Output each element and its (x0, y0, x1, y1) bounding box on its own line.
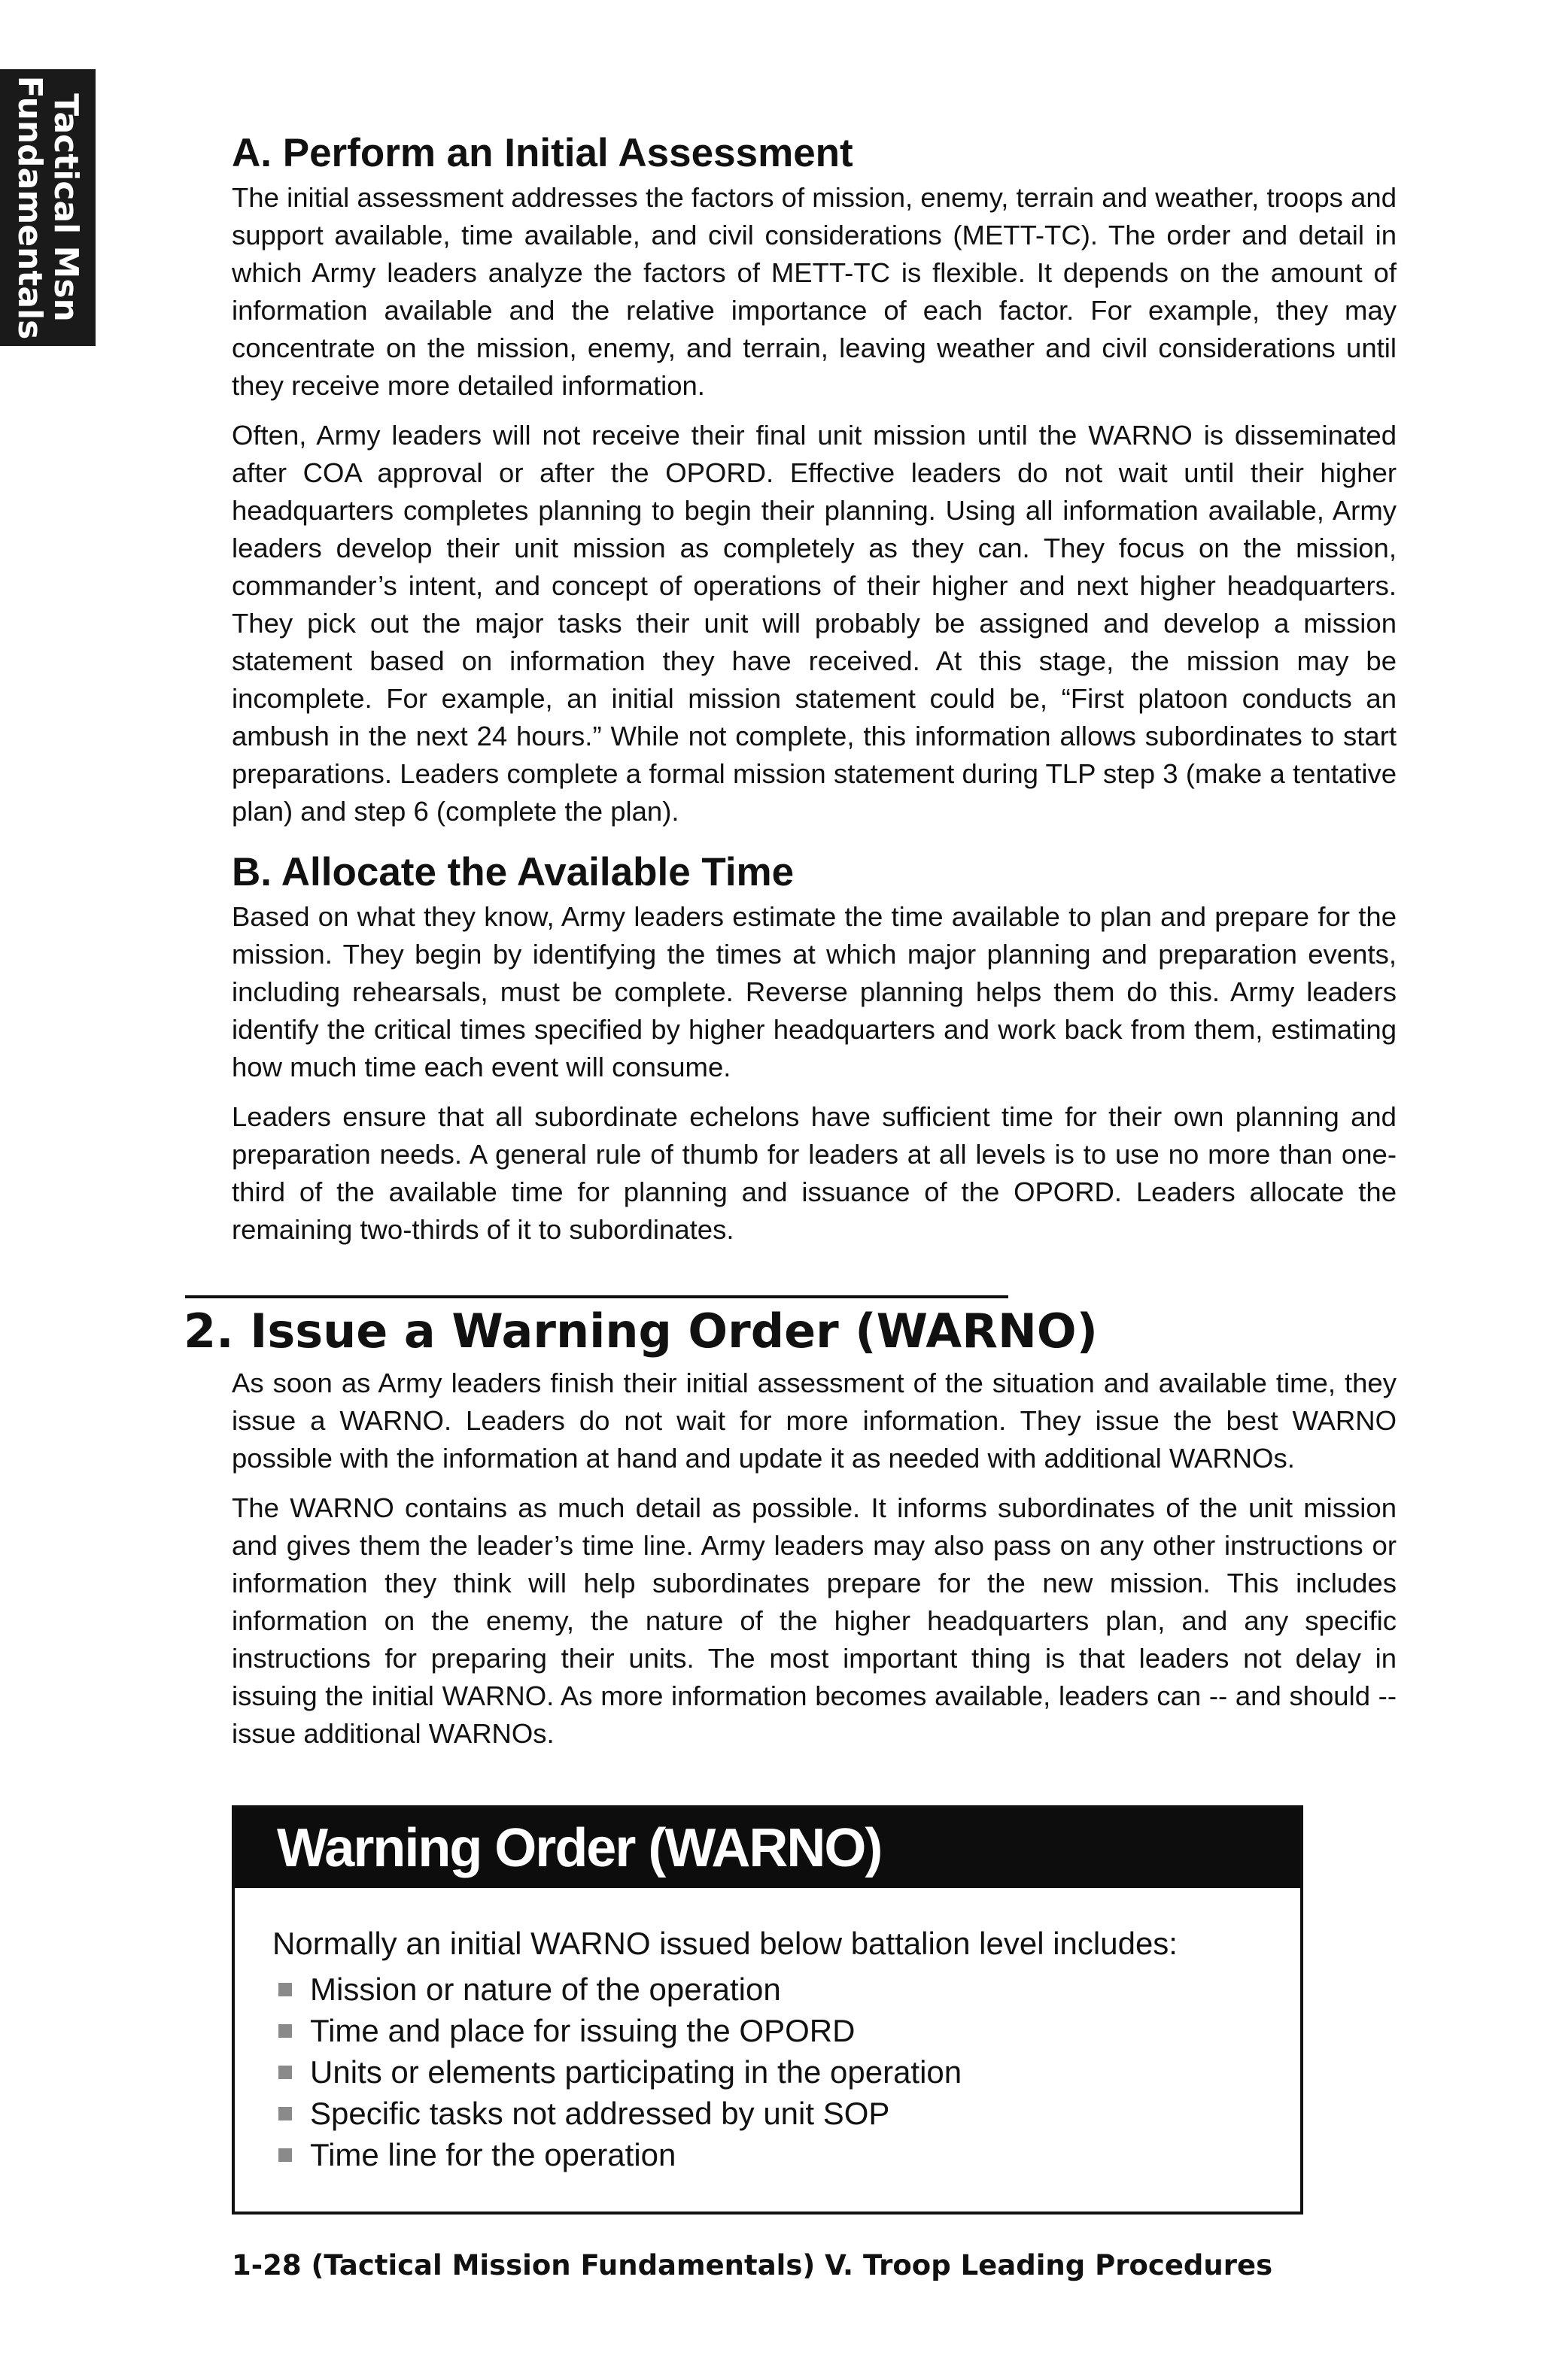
square-bullet-icon (278, 2066, 292, 2079)
warno-item-list (272, 1969, 1263, 2175)
square-bullet-icon (278, 2148, 292, 2162)
section-2-paragraph-2: The WARNO contains as much detail as possible. It informs subordinates of the unit mission and gives them the leader’s time line. Army leaders may also pass on any other instructions or information they think will help subordinates prepare for the new mission. This includes information on the enemy, the nature of the higher headquarters plan, and any specific instructions for preparing their units. The most important thing is that leaders not delay in issuing the initial WARNO. As more information becomes available, leaders can -- and should -- issue additional WARNOs. (232, 1492, 1397, 1749)
chapter-side-tab (0, 69, 96, 346)
list-item-text: Time line for the operation (310, 2137, 676, 2172)
section-b-paragraph-2: Leaders ensure that all subordinate echelons have sufficient time for their own planning and preparation needs. A general rule of thumb for leaders at all levels is to use no more than one-third of the available time for planning and issuance of the OPORD. Leaders allocate the remaining two-thirds of it to subordinates. (232, 1101, 1397, 1245)
side-tab-line-1: Tactical Msn (47, 93, 85, 322)
warno-box-title: Warning Order (WARNO) (235, 1808, 1300, 1888)
main-content-bottom (232, 1365, 1397, 1765)
warno-box-intro: Normally an initial WARNO issued below battalion level includes: (272, 1926, 1178, 1961)
warno-box-body (235, 1888, 1300, 2175)
section-a-heading: A. Perform an Initial Assessment (232, 131, 853, 175)
square-bullet-icon (278, 1983, 292, 1996)
section-b-paragraph-1: Based on what they know, Army leaders estimate the time available to plan and prepare for the mission. They begin by identifying the times at which major planning and preparation events, including rehearsals, must be complete. Reverse planning helps them do this. Army leaders identify the critical times specified by higher headquarters and work back from them, estimating how much time each event will consume. (232, 901, 1397, 1082)
list-item (272, 1969, 1263, 2010)
warno-callout-box (232, 1805, 1303, 2215)
section-2-paragraph-1: As soon as Army leaders finish their initial assessment of the situation and available time, they issue a WARNO. Leaders do not wait for more information. They issue the best WARNO possible with the information at hand and update it as needed with additional WARNOs. (232, 1368, 1397, 1474)
section-b-heading: B. Allocate the Available Time (232, 850, 795, 894)
list-item (272, 2134, 1263, 2175)
list-item-text: Time and place for issuing the OPORD (310, 2013, 856, 2048)
square-bullet-icon (278, 2024, 292, 2038)
section-a-paragraph-2: Often, Army leaders will not receive their final unit mission until the WARNO is disseminated after COA approval or after the OPORD. Effective leaders do not wait until their higher headquarters completes planning to begin their planning. Using all information available, Army leaders develop their unit mission as completely as they can. They focus on the mission, commander’s intent, and concept of operations of their higher and next higher headquarters. They pick out the major tasks their unit will probably be assigned and develop a mission statement based on information they have received. At this stage, the mission may be incomplete. For example, an initial mission statement could be, “First platoon conducts an ambush in the next 24 hours.” While not complete, this information allows subordinates to start preparations. Leaders complete a formal mission statement during TLP step 3 (make a tentative plan) and step 6 (complete the plan). (232, 420, 1397, 827)
section-a-paragraph-1: The initial assessment addresses the factors of mission, enemy, terrain and weather, troops and support available, time available, and civil considerations (METT-TC). The order and detail in which Army leaders analyze the factors of METT-TC is flexible. It depends on the amount of information available and the relative importance of each factor. For example, they may concentrate on the mission, enemy, and terrain, leaving weather and civil considerations until they receive more detailed information. (232, 182, 1397, 401)
section-2-heading: 2. Issue a Warning Order (WARNO) (184, 1304, 1098, 1358)
side-tab-line-2: Fundamentals (11, 75, 49, 340)
list-item (272, 2051, 1263, 2093)
main-content-top (232, 128, 1397, 1261)
page-footer: 1-28 (Tactical Mission Fundamentals) V. Troop Leading Procedures (232, 2249, 1273, 2281)
list-item (272, 2010, 1263, 2051)
square-bullet-icon (278, 2107, 292, 2120)
list-item-text: Mission or nature of the operation (310, 1972, 781, 2007)
list-item-text: Units or elements participating in the operation (310, 2054, 962, 2090)
list-item (272, 2093, 1263, 2134)
chapter-side-tab-label (11, 69, 84, 346)
section-divider-rule (185, 1295, 1008, 1298)
list-item-text: Specific tasks not addressed by unit SOP (310, 2096, 890, 2131)
